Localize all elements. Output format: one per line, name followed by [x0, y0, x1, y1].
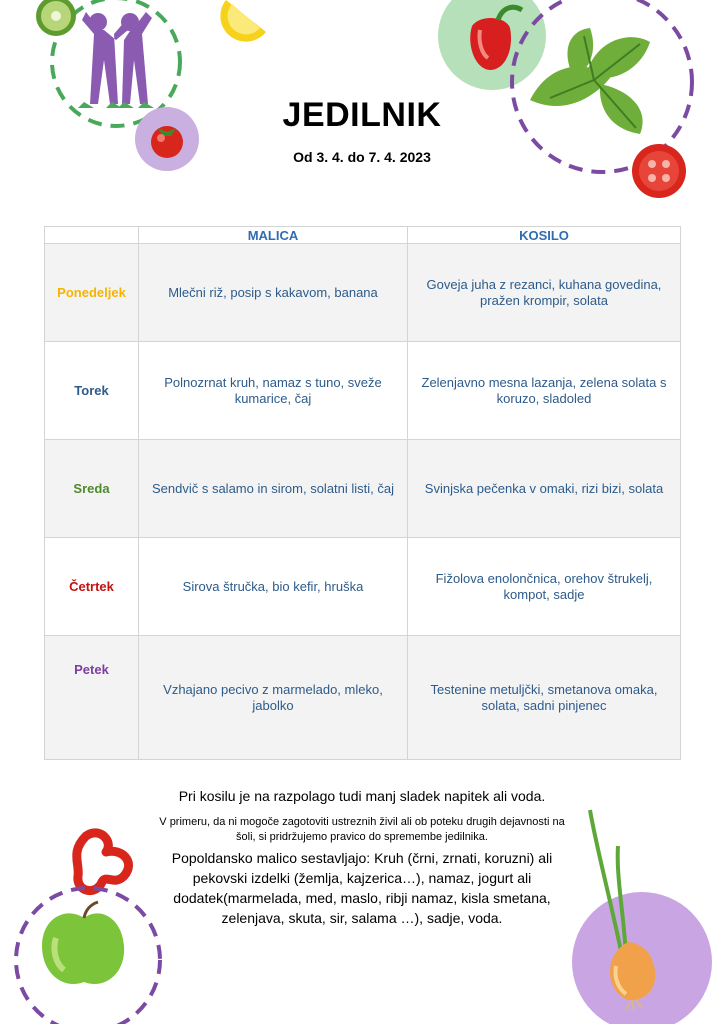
table-header-row: [45, 227, 681, 244]
day-label: Ponedeljek: [45, 244, 139, 342]
column-header-kosilo: KOSILO: [408, 227, 681, 244]
malica-cell: Polnozrnat kruh, namaz s tuno, sveže kumarice, čaj: [139, 342, 408, 440]
malica-cell: Sirova štručka, bio kefir, hruška: [139, 538, 408, 636]
apple-icon: [6, 874, 166, 1024]
page-title: JEDILNIK: [282, 96, 442, 134]
kosilo-cell: Testenine metuljčki, smetanova omaka, solata, sadni pinjenec: [408, 636, 681, 760]
date-range: Od 3. 4. do 7. 4. 2023: [293, 149, 431, 165]
table-row: [45, 342, 681, 440]
kosilo-cell: Svinjska pečenka v omaki, rizi bizi, solata: [408, 440, 681, 538]
table-row: [45, 636, 681, 760]
disclaimer-note: V primeru, da ni mogoče zagotoviti ustreznih živil ali ob poteku drugih dejavnosti na šoli, si pridržujemo pravico do spremembe jedilnika.: [159, 816, 565, 843]
day-label: Sreda: [45, 440, 139, 538]
menu-table: [44, 226, 681, 760]
kosilo-cell: Fižolova enolončnica, orehov štrukelj, kompot, sadje: [408, 538, 681, 636]
table-row: [45, 440, 681, 538]
column-header-day: [45, 227, 139, 244]
malica-cell: Sendvič s salamo in sirom, solatni listi, čaj: [139, 440, 408, 538]
day-label: Torek: [45, 342, 139, 440]
drink-note: Pri kosilu je na razpolago tudi manj sladek napitek ali voda.: [178, 788, 546, 804]
cucumber-slice-icon: [32, 0, 80, 40]
malica-cell: Vzhajano pecivo z marmelado, mleko, jabolko: [139, 636, 408, 760]
day-label: Petek: [45, 636, 139, 760]
malica-cell: Mlečni riž, posip s kakavom, banana: [139, 244, 408, 342]
column-header-malica: MALICA: [139, 227, 408, 244]
table-row: [45, 538, 681, 636]
kosilo-cell: Goveja juha z rezanci, kuhana govedina, pražen krompir, solata: [408, 244, 681, 342]
table-row: [45, 244, 681, 342]
onion-icon: [572, 806, 724, 1024]
day-label: Četrtek: [45, 538, 139, 636]
lemon-slice-icon: [220, 0, 272, 42]
kosilo-cell: Zelenjavno mesna lazanja, zelena solata s koruzo, sladoled: [408, 342, 681, 440]
afternoon-snack-note: Popoldansko malico sestavljajo: Kruh (črni, zrnati, koruzni) ali pekovski izdelki (žemlja, kajzerica…), namaz, jogurt ali dodatek(marmelada, med, maslo, ribji namaz, kisla smetana, zelenjava, skuta, sir, salama …), sadje, voda.: [171, 850, 553, 926]
